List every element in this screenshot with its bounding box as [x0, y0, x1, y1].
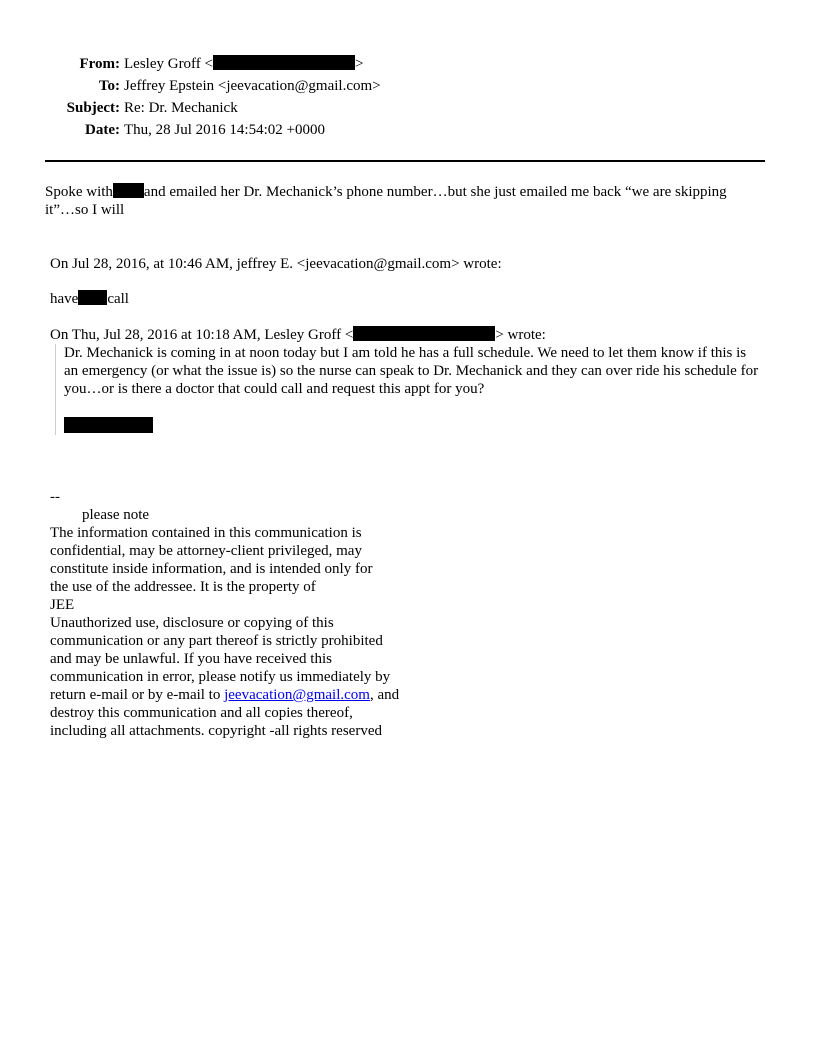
reply-text-part1: Spoke with — [45, 184, 113, 200]
disclaimer-line: and may be unlawful. If you have received this — [50, 651, 332, 667]
email-link[interactable]: jeevacation@gmail.com — [224, 687, 370, 703]
call-text: call — [107, 291, 129, 307]
redaction-block — [353, 326, 495, 341]
to-label: To: — [98, 78, 120, 94]
from-label: From: — [79, 56, 120, 72]
disclaimer-line: The information contained in this communication is — [50, 525, 362, 541]
subject-value: Re: Dr. Mechanick — [124, 100, 238, 116]
return-prefix: return e-mail or by e-mail to — [50, 687, 225, 703]
disclaimer-return-line — [50, 686, 450, 704]
redaction-block — [78, 290, 107, 305]
reply-text-part2: and emailed her Dr. Mechanick’s phone number…but she just emailed me back “we are skipping it”…so I will — [45, 184, 727, 218]
inner-quote-block — [55, 344, 764, 435]
signature-disclaimer — [50, 488, 450, 740]
date-row — [40, 119, 640, 141]
quote-attribution-1: On Jul 28, 2016, at 10:46 AM, jeffrey E. <jeevacation@gmail.com> wrote: — [50, 256, 502, 272]
from-row — [40, 53, 640, 75]
redaction-block — [113, 183, 144, 198]
return-suffix: , and — [369, 687, 400, 703]
redacted-signature — [64, 416, 764, 435]
disclaimer-line: confidential, may be attorney-client privileged, may — [50, 543, 362, 559]
quote-attribution-2 — [50, 326, 770, 344]
quoted-thread — [50, 255, 770, 435]
header-divider — [45, 160, 765, 162]
from-close: > — [355, 56, 364, 72]
subject-label: Subject: — [66, 100, 120, 116]
disclaimer-line: communication in error, please notify us immediately by — [50, 669, 391, 685]
please-note: please note — [82, 507, 150, 523]
email-headers — [40, 53, 640, 141]
have-text: have — [50, 291, 79, 307]
redaction-block — [213, 55, 355, 70]
disclaimer-line: constitute inside information, and is intended only for — [50, 561, 373, 577]
disclaimer-line: Unauthorized use, disclosure or copying of this — [50, 615, 334, 631]
disclaimer-line: including all attachments. copyright -all rights reserved — [50, 723, 382, 739]
date-value: Thu, 28 Jul 2016 14:54:02 +0000 — [124, 122, 325, 138]
attribution2-prefix: On Thu, Jul 28, 2016 at 10:18 AM, Lesley Groff < — [50, 327, 354, 343]
from-name: Lesley Groff < — [124, 56, 213, 72]
attribution2-suffix: > wrote: — [495, 327, 546, 343]
to-value: Jeffrey Epstein <jeevacation@gmail.com> — [124, 78, 381, 94]
inner-quote-text: Dr. Mechanick is coming in at noon today but I am told he has a full schedule. We need to let them know if this is an emergency (or what the issue is) so the nurse can speak to Dr. Mechanick and they can over ride his schedule for you…or is there a doctor that could call and request this appt for you? — [64, 345, 759, 397]
disclaimer-line: destroy this communication and all copies thereof, — [50, 705, 353, 721]
redaction-block — [64, 417, 153, 433]
date-label: Date: — [85, 122, 120, 138]
from-value — [124, 53, 363, 75]
signature-dashes: -- — [50, 489, 60, 505]
disclaimer-line: JEE — [50, 597, 75, 613]
reply-body — [45, 183, 745, 219]
disclaimer-line: communication or any part thereof is strictly prohibited — [50, 633, 383, 649]
disclaimer-line: the use of the addressee. It is the property of — [50, 579, 316, 595]
to-row — [40, 75, 640, 97]
quoted-message-jeffrey — [50, 290, 770, 308]
subject-row — [40, 97, 640, 119]
